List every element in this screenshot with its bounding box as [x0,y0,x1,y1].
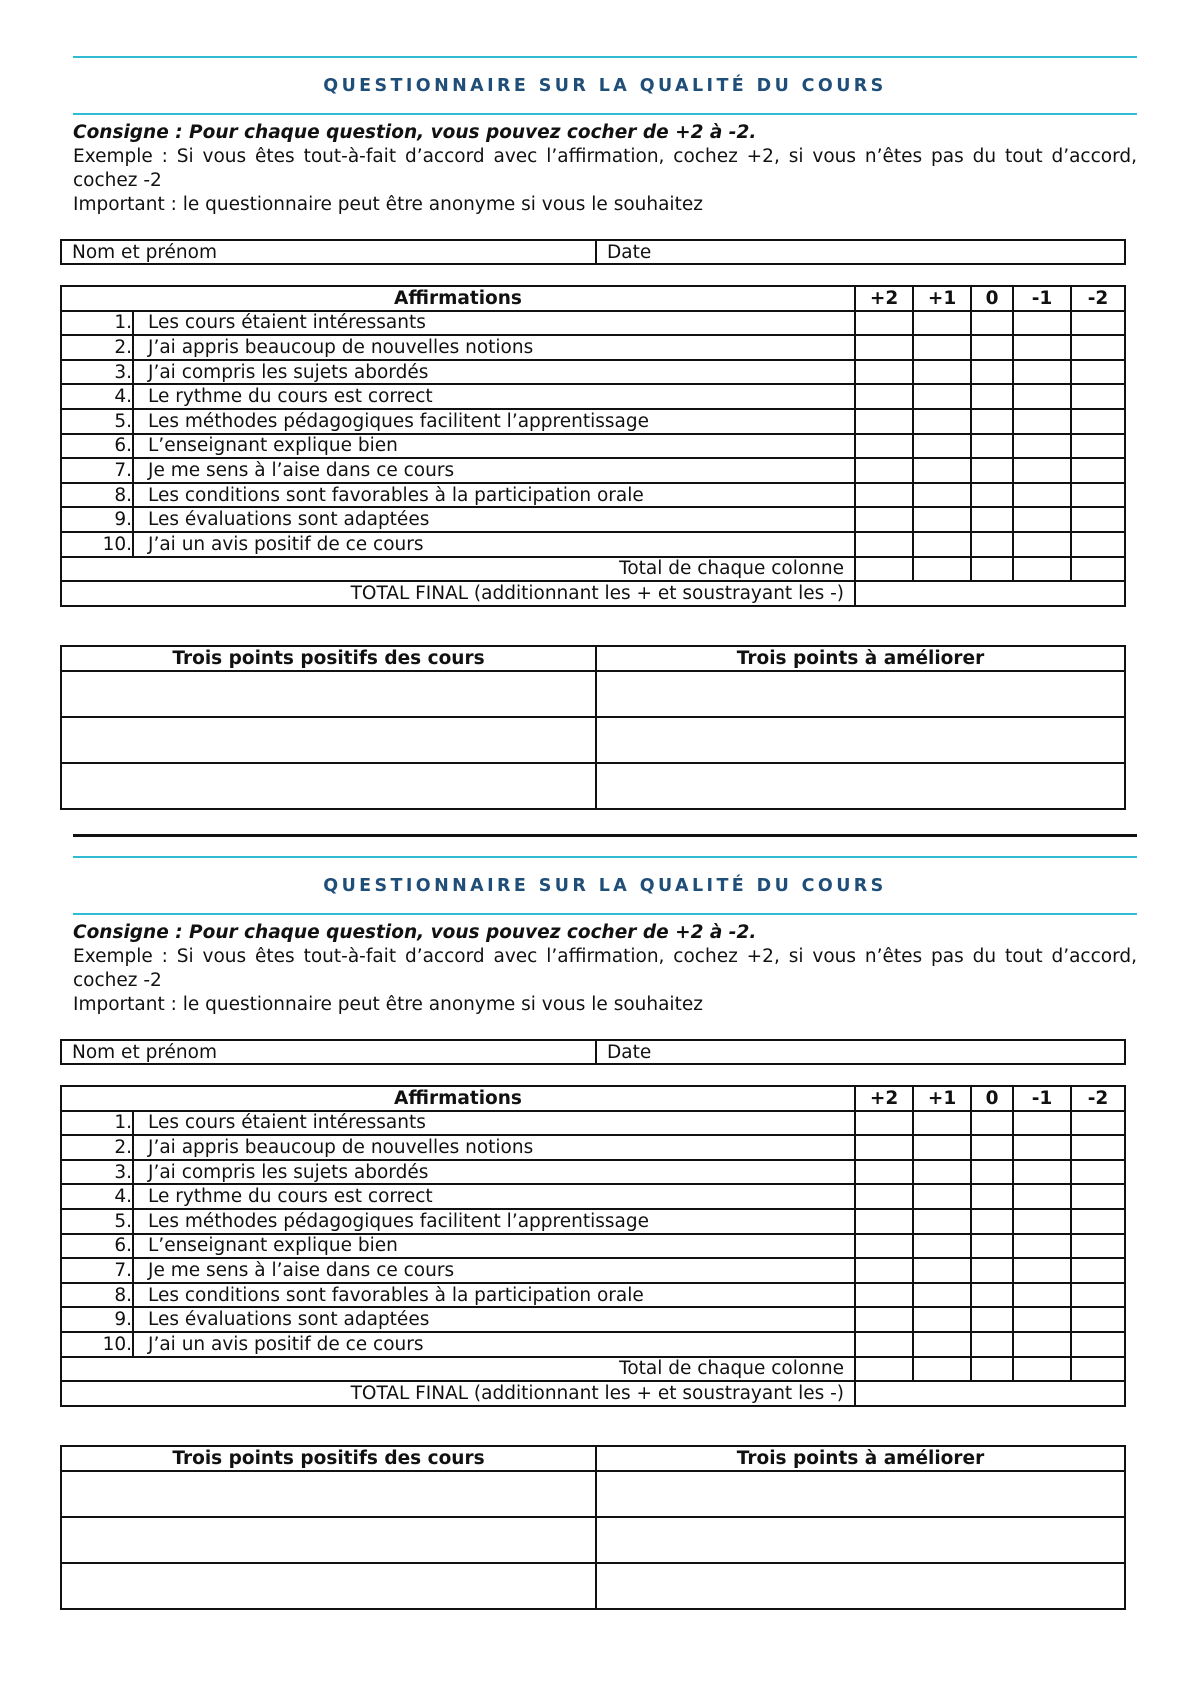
checkbox-plus1[interactable] [913,1111,971,1136]
positive-point-field[interactable] [61,671,596,717]
checkbox-plus1[interactable] [913,483,971,508]
scale-header: -2 [1071,1086,1125,1111]
affirmation-row [61,1184,1125,1209]
scale-header: +2 [855,1086,913,1111]
item-number: 8. [61,483,133,508]
item-text: L’enseignant explique bien [133,434,855,459]
item-text: Les méthodes pédagogiques facilitent l’apprentissage [133,1209,855,1234]
item-text: Les cours étaient intéressants [133,311,855,336]
points-table [60,1445,1126,1610]
checkbox-plus2[interactable] [855,1209,913,1234]
checkbox-zero[interactable] [971,507,1013,532]
title-top-rule [73,56,1137,58]
item-text: J’ai compris les sujets abordés [133,1160,855,1185]
checkbox-zero[interactable] [971,483,1013,508]
item-number: 6. [61,434,133,459]
identity-table [60,1039,1126,1065]
total-cell[interactable] [1013,1357,1071,1382]
item-number: 9. [61,507,133,532]
checkbox-plus2[interactable] [855,483,913,508]
checkbox-minus1[interactable] [1013,1234,1071,1259]
instructions [73,921,1137,1017]
checkbox-plus1[interactable] [913,409,971,434]
checkbox-minus2[interactable] [1071,384,1125,409]
checkbox-minus1[interactable] [1013,1307,1071,1332]
checkbox-minus2[interactable] [1071,1160,1125,1185]
checkbox-minus2[interactable] [1071,434,1125,459]
item-text: J’ai appris beaucoup de nouvelles notions [133,335,855,360]
checkbox-plus1[interactable] [913,384,971,409]
checkbox-minus2[interactable] [1071,1111,1125,1136]
checkbox-minus2[interactable] [1071,1258,1125,1283]
item-text: J’ai un avis positif de ce cours [133,532,855,557]
item-number: 5. [61,1209,133,1234]
item-text: Les évaluations sont adaptées [133,1307,855,1332]
checkbox-plus2[interactable] [855,1160,913,1185]
checkbox-plus1[interactable] [913,1234,971,1259]
checkbox-plus2[interactable] [855,311,913,336]
checkbox-minus1[interactable] [1013,1332,1071,1357]
checkbox-plus2[interactable] [855,507,913,532]
affirmations-header: Affirmations [61,286,855,311]
scale-header: -2 [1071,286,1125,311]
date-field[interactable]: Date [596,240,1125,264]
affirmation-row [61,360,1125,385]
scale-header: -1 [1013,286,1071,311]
checkbox-minus2[interactable] [1071,360,1125,385]
affirmation-row [61,1283,1125,1308]
improve-points-header: Trois points à améliorer [596,1446,1125,1471]
checkbox-minus2[interactable] [1071,458,1125,483]
improve-point-field[interactable] [596,1517,1125,1563]
item-number: 7. [61,1258,133,1283]
final-total-row [61,581,1125,606]
checkbox-plus2[interactable] [855,335,913,360]
scale-header: +1 [913,1086,971,1111]
affirmations-header: Affirmations [61,1086,855,1111]
affirmation-row [61,532,1125,557]
checkbox-plus2[interactable] [855,384,913,409]
consigne-text: Consigne : Pour chaque question, vous pouvez cocher de +2 à -2. [73,122,757,143]
name-field[interactable]: Nom et prénom [61,1040,596,1064]
item-text: L’enseignant explique bien [133,1234,855,1259]
checkbox-zero[interactable] [971,1307,1013,1332]
checkbox-plus1[interactable] [913,335,971,360]
total-cell[interactable] [1071,1357,1125,1382]
checkbox-minus1[interactable] [1013,311,1071,336]
checkbox-minus1[interactable] [1013,360,1071,385]
final-total-cell[interactable] [855,581,1125,606]
checkbox-plus2[interactable] [855,532,913,557]
item-number: 10. [61,532,133,557]
checkbox-minus2[interactable] [1071,1234,1125,1259]
positive-points-header: Trois points positifs des cours [61,646,596,671]
item-number: 1. [61,311,133,336]
checkbox-minus1[interactable] [1013,1111,1071,1136]
checkbox-plus1[interactable] [913,1307,971,1332]
affirmations-table [60,285,1126,607]
checkbox-zero[interactable] [971,434,1013,459]
positive-point-field[interactable] [61,1471,596,1517]
item-text: J’ai compris les sujets abordés [133,360,855,385]
checkbox-plus1[interactable] [913,1135,971,1160]
affirmation-row [61,458,1125,483]
checkbox-plus1[interactable] [913,1160,971,1185]
title-top-rule [73,856,1137,858]
item-text: Le rythme du cours est correct [133,1184,855,1209]
important-text: Important : le questionnaire peut être anonyme si vous le souhaitez [73,994,703,1015]
improve-point-field[interactable] [596,1471,1125,1517]
positive-point-field[interactable] [61,717,596,763]
checkbox-plus2[interactable] [855,1283,913,1308]
checkbox-zero[interactable] [971,360,1013,385]
column-total-label: Total de chaque colonne [61,557,855,582]
checkbox-zero[interactable] [971,1283,1013,1308]
affirmations-table [60,1085,1126,1407]
checkbox-plus2[interactable] [855,1184,913,1209]
checkbox-minus2[interactable] [1071,1283,1125,1308]
checkbox-zero[interactable] [971,335,1013,360]
item-text: Je me sens à l’aise dans ce cours [133,1258,855,1283]
item-number: 4. [61,384,133,409]
checkbox-minus2[interactable] [1071,1209,1125,1234]
checkbox-plus1[interactable] [913,311,971,336]
checkbox-plus1[interactable] [913,1258,971,1283]
final-total-cell[interactable] [855,1381,1125,1406]
item-number: 3. [61,1160,133,1185]
total-cell[interactable] [1071,557,1125,582]
improve-point-field[interactable] [596,671,1125,717]
item-text: Les méthodes pédagogiques facilitent l’apprentissage [133,409,855,434]
checkbox-zero[interactable] [971,532,1013,557]
checkbox-minus1[interactable] [1013,1209,1071,1234]
affirmation-row [61,1111,1125,1136]
column-total-row [61,1357,1125,1382]
checkbox-plus2[interactable] [855,1234,913,1259]
checkbox-minus1[interactable] [1013,1160,1071,1185]
checkbox-minus2[interactable] [1071,1135,1125,1160]
scale-header: -1 [1013,1086,1071,1111]
positive-points-header: Trois points positifs des cours [61,1446,596,1471]
exemple-text: Exemple : Si vous êtes tout-à-fait d’accord avec l’affirmation, cochez +2, si vous n’êtes pas du tout d’accord, cochez -2 [73,946,1137,991]
affirmation-row [61,507,1125,532]
checkbox-plus2[interactable] [855,1111,913,1136]
improve-points-header: Trois points à améliorer [596,646,1125,671]
checkbox-zero[interactable] [971,1184,1013,1209]
column-total-row [61,557,1125,582]
total-cell[interactable] [1013,557,1071,582]
total-cell[interactable] [971,1357,1013,1382]
checkbox-minus2[interactable] [1071,1184,1125,1209]
checkbox-plus2[interactable] [855,360,913,385]
exemple-text: Exemple : Si vous êtes tout-à-fait d’accord avec l’affirmation, cochez +2, si vous n’êtes pas du tout d’accord, cochez -2 [73,146,1137,191]
checkbox-plus2[interactable] [855,1258,913,1283]
checkbox-zero[interactable] [971,384,1013,409]
checkbox-plus2[interactable] [855,1307,913,1332]
total-cell[interactable] [913,1357,971,1382]
important-text: Important : le questionnaire peut être anonyme si vous le souhaitez [73,194,703,215]
checkbox-minus2[interactable] [1071,532,1125,557]
affirmation-row [61,384,1125,409]
questionnaire-copy-1 [0,0,1200,790]
item-text: Les conditions sont favorables à la participation orale [133,1283,855,1308]
item-number: 3. [61,360,133,385]
affirmation-row [61,335,1125,360]
item-text: Les conditions sont favorables à la participation orale [133,483,855,508]
checkbox-minus1[interactable] [1013,1283,1071,1308]
item-number: 5. [61,409,133,434]
item-text: J’ai appris beaucoup de nouvelles notions [133,1135,855,1160]
checkbox-plus1[interactable] [913,360,971,385]
checkbox-minus1[interactable] [1013,434,1071,459]
checkbox-zero[interactable] [971,1111,1013,1136]
consigne-text: Consigne : Pour chaque question, vous pouvez cocher de +2 à -2. [73,922,757,943]
checkbox-zero[interactable] [971,1234,1013,1259]
checkbox-minus1[interactable] [1013,409,1071,434]
checkbox-minus2[interactable] [1071,1332,1125,1357]
instructions [73,121,1137,217]
checkbox-zero[interactable] [971,1258,1013,1283]
checkbox-minus1[interactable] [1013,335,1071,360]
item-text: Les évaluations sont adaptées [133,507,855,532]
final-total-label: TOTAL FINAL (additionnant les + et soustrayant les -) [61,581,855,606]
checkbox-plus1[interactable] [913,1283,971,1308]
checkbox-plus1[interactable] [913,434,971,459]
checkbox-zero[interactable] [971,1332,1013,1357]
item-number: 2. [61,1135,133,1160]
total-cell[interactable] [913,557,971,582]
affirmation-row [61,483,1125,508]
checkbox-plus1[interactable] [913,532,971,557]
total-cell[interactable] [855,1357,913,1382]
total-cell[interactable] [971,557,1013,582]
checkbox-plus1[interactable] [913,458,971,483]
checkbox-minus2[interactable] [1071,1307,1125,1332]
affirmation-row [61,434,1125,459]
item-number: 4. [61,1184,133,1209]
positive-point-field[interactable] [61,1517,596,1563]
checkbox-zero[interactable] [971,311,1013,336]
title-bottom-rule [73,113,1137,115]
item-number: 6. [61,1234,133,1259]
item-text: Les cours étaient intéressants [133,1111,855,1136]
checkbox-plus2[interactable] [855,409,913,434]
affirmation-row [61,409,1125,434]
affirmation-row [61,1234,1125,1259]
scale-header: +1 [913,286,971,311]
affirmation-row [61,1209,1125,1234]
checkbox-minus1[interactable] [1013,458,1071,483]
item-text: Je me sens à l’aise dans ce cours [133,458,855,483]
affirmation-row [61,311,1125,336]
checkbox-minus2[interactable] [1071,311,1125,336]
final-total-row [61,1381,1125,1406]
questionnaire-copy-2 [0,800,1200,1590]
checkbox-plus1[interactable] [913,1332,971,1357]
item-number: 8. [61,1283,133,1308]
item-text: J’ai un avis positif de ce cours [133,1332,855,1357]
checkbox-minus1[interactable] [1013,1184,1071,1209]
positive-point-field[interactable] [61,1563,596,1609]
scale-header: 0 [971,1086,1013,1111]
checkbox-plus1[interactable] [913,1184,971,1209]
checkbox-zero[interactable] [971,1160,1013,1185]
checkbox-plus2[interactable] [855,1332,913,1357]
affirmation-row [61,1135,1125,1160]
scale-header: 0 [971,286,1013,311]
affirmation-row [61,1160,1125,1185]
checkbox-minus1[interactable] [1013,483,1071,508]
identity-table [60,239,1126,265]
checkbox-minus1[interactable] [1013,384,1071,409]
checkbox-zero[interactable] [971,1209,1013,1234]
final-total-label: TOTAL FINAL (additionnant les + et soustrayant les -) [61,1381,855,1406]
checkbox-minus2[interactable] [1071,409,1125,434]
checkbox-minus1[interactable] [1013,1135,1071,1160]
checkbox-minus2[interactable] [1071,335,1125,360]
item-number: 2. [61,335,133,360]
affirmation-row [61,1332,1125,1357]
improve-point-field[interactable] [596,1563,1125,1609]
checkbox-minus2[interactable] [1071,483,1125,508]
checkbox-zero[interactable] [971,458,1013,483]
checkbox-plus1[interactable] [913,507,971,532]
name-field[interactable]: Nom et prénom [61,240,596,264]
points-table [60,645,1126,810]
affirmation-row [61,1307,1125,1332]
checkbox-zero[interactable] [971,409,1013,434]
item-number: 9. [61,1307,133,1332]
checkbox-plus1[interactable] [913,1209,971,1234]
checkbox-minus1[interactable] [1013,532,1071,557]
form-title: QUESTIONNAIRE SUR LA QUALITÉ DU COURS [323,76,887,96]
checkbox-zero[interactable] [971,1135,1013,1160]
date-field[interactable]: Date [596,1040,1125,1064]
improve-point-field[interactable] [596,717,1125,763]
total-cell[interactable] [855,557,913,582]
item-text: Le rythme du cours est correct [133,384,855,409]
checkbox-minus1[interactable] [1013,1258,1071,1283]
item-number: 7. [61,458,133,483]
affirmation-row [61,1258,1125,1283]
item-number: 10. [61,1332,133,1357]
item-number: 1. [61,1111,133,1136]
column-total-label: Total de chaque colonne [61,1357,855,1382]
checkbox-plus2[interactable] [855,1135,913,1160]
checkbox-plus2[interactable] [855,458,913,483]
checkbox-minus2[interactable] [1071,507,1125,532]
checkbox-minus1[interactable] [1013,507,1071,532]
form-title: QUESTIONNAIRE SUR LA QUALITÉ DU COURS [323,876,887,896]
title-bottom-rule [73,913,1137,915]
checkbox-plus2[interactable] [855,434,913,459]
scale-header: +2 [855,286,913,311]
